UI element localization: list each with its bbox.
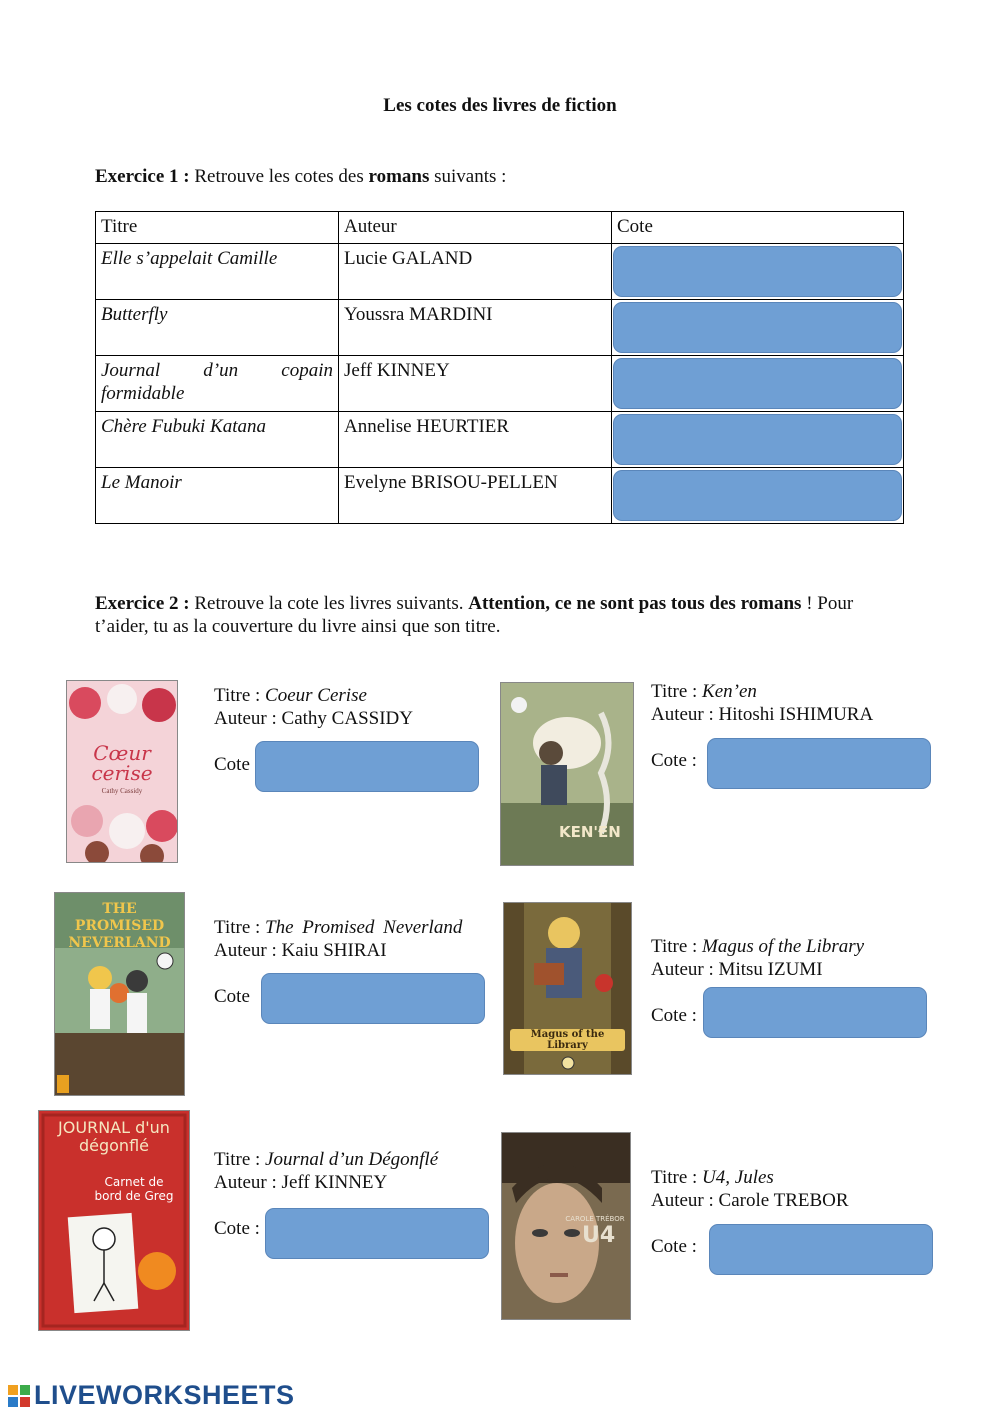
cover-title: Cœur cerise <box>91 741 153 785</box>
book-title: The Promised Neverland <box>265 917 463 938</box>
cover-author: CAROLE TRÉBOR <box>565 1215 625 1223</box>
cover-author: Cathy Cassidy <box>101 787 143 795</box>
cote-label: Cote : <box>651 750 697 771</box>
logo-icon <box>8 1385 30 1407</box>
auteur-label: Auteur : <box>214 940 282 961</box>
title-word: copain <box>281 360 333 381</box>
auteur-label: Auteur : <box>214 1172 282 1193</box>
cover-title: KEN'EN <box>559 823 621 841</box>
cote-answer-box[interactable] <box>613 470 902 521</box>
row-author: Lucie GALAND <box>339 244 612 300</box>
cote-label: Cote : <box>651 1005 697 1026</box>
exercise1-text: Retrouve les cotes des <box>189 166 369 187</box>
auteur-label: Auteur : <box>214 708 282 729</box>
book-cover-kenen <box>500 682 634 866</box>
title-line2: formidable <box>101 383 185 404</box>
table-row <box>96 244 904 300</box>
row-title: Chère Fubuki Katana <box>96 412 339 468</box>
table-row <box>96 468 904 524</box>
cote-answer-box[interactable] <box>613 302 902 353</box>
liveworksheets-logo <box>8 1380 295 1411</box>
book-info <box>214 916 462 962</box>
cote-label: Cote : <box>214 1218 260 1239</box>
book-author: Jeff KINNEY <box>281 1172 388 1193</box>
book-title: Ken’en <box>702 681 757 702</box>
book-author: Mitsu IZUMI <box>718 959 823 980</box>
book-author: Kaiu SHIRAI <box>281 940 387 961</box>
exercise2-text-end: ! Pour t’aider, tu as la couverture du livre ainsi que son titre. <box>95 593 854 637</box>
book-cover-journal-degonfle <box>38 1110 190 1331</box>
row-author: Evelyne BRISOU-PELLEN <box>339 468 612 524</box>
brand-name: LIVEWORKSHEETS <box>34 1380 295 1410</box>
titre-label: Titre : <box>651 1167 703 1188</box>
exercise1-bold: romans <box>368 166 430 187</box>
cote-answer-box[interactable] <box>613 358 902 409</box>
cote-answer-box[interactable] <box>703 987 927 1038</box>
row-title: Butterfly <box>96 300 339 356</box>
book-title: U4, Jules <box>702 1167 774 1188</box>
titre-label: Titre : <box>214 685 266 706</box>
book-info <box>214 1148 438 1194</box>
cover-title: Magus of the Library <box>510 1029 625 1051</box>
cote-answer-box[interactable] <box>613 246 902 297</box>
cote-label: Cote <box>214 754 250 775</box>
exercise1-label: Exercice 1 : <box>95 166 190 187</box>
auteur-label: Auteur : <box>651 1190 719 1211</box>
row-author: Jeff KINNEY <box>339 356 612 412</box>
book-cover-magus-library <box>503 902 632 1075</box>
row-title <box>96 356 339 412</box>
cote-answer-box[interactable] <box>255 741 479 792</box>
titre-label: Titre : <box>214 917 266 938</box>
title-word: d’un <box>203 360 239 381</box>
book-cover-coeur-cerise <box>66 680 178 863</box>
header-auteur: Auteur <box>339 212 612 244</box>
cover-title: U4 <box>582 1223 616 1248</box>
auteur-label: Auteur : <box>651 959 719 980</box>
cote-answer-box[interactable] <box>261 973 485 1024</box>
exercise1-instructions <box>95 165 506 188</box>
row-cote-cell <box>612 356 904 412</box>
book-info <box>651 680 873 726</box>
row-author: Annelise HEURTIER <box>339 412 612 468</box>
cover-title: THE PROMISED NEVERLAND <box>68 901 171 951</box>
cote-label: Cote : <box>651 1236 697 1257</box>
titre-label: Titre : <box>651 681 703 702</box>
header-cote: Cote <box>612 212 904 244</box>
cover-subtitle: Carnet de bord de Greg <box>94 1175 174 1203</box>
row-author: Youssra MARDINI <box>339 300 612 356</box>
cote-label: Cote <box>214 986 250 1007</box>
exercise1-text-end: suivants : <box>429 166 507 187</box>
book-author: Carole TREBOR <box>718 1190 849 1211</box>
page-title: Les cotes des livres de fiction <box>383 95 617 116</box>
titre-label: Titre : <box>651 936 703 957</box>
exercise2-instructions <box>95 592 907 638</box>
row-title: Elle s’appelait Camille <box>96 244 339 300</box>
book-author: Cathy CASSIDY <box>281 708 413 729</box>
cote-answer-box[interactable] <box>265 1208 489 1259</box>
row-title: Le Manoir <box>96 468 339 524</box>
book-title: Journal d’un Dégonflé <box>265 1149 439 1170</box>
exercise2-text: Retrouve la cote les livres suivants. <box>189 593 469 614</box>
cotes-table <box>95 211 904 524</box>
cote-answer-box[interactable] <box>709 1224 933 1275</box>
book-author: Hitoshi ISHIMURA <box>718 704 874 725</box>
book-info <box>651 1166 849 1212</box>
titre-label: Titre : <box>214 1149 266 1170</box>
table-row <box>96 412 904 468</box>
row-cote-cell <box>612 412 904 468</box>
book-info <box>651 935 864 981</box>
row-cote-cell <box>612 300 904 356</box>
book-info <box>214 684 413 730</box>
title-word: Journal <box>101 360 161 381</box>
cover-title: JOURNAL d'un dégonflé <box>58 1118 170 1155</box>
cote-answer-box[interactable] <box>707 738 931 789</box>
header-titre: Titre <box>96 212 339 244</box>
table-row <box>96 356 904 412</box>
row-cote-cell <box>612 468 904 524</box>
cote-answer-box[interactable] <box>613 414 902 465</box>
exercise2-bold: Attention, ce ne sont pas tous des romans <box>468 593 802 614</box>
table-header-row <box>96 212 904 244</box>
table-row <box>96 300 904 356</box>
book-title: Coeur Cerise <box>265 685 367 706</box>
auteur-label: Auteur : <box>651 704 719 725</box>
book-cover-promised-neverland <box>54 892 185 1096</box>
row-cote-cell <box>612 244 904 300</box>
exercise2-label: Exercice 2 : <box>95 593 190 614</box>
book-cover-u4-jules <box>501 1132 631 1320</box>
book-title: Magus of the Library <box>702 936 865 957</box>
